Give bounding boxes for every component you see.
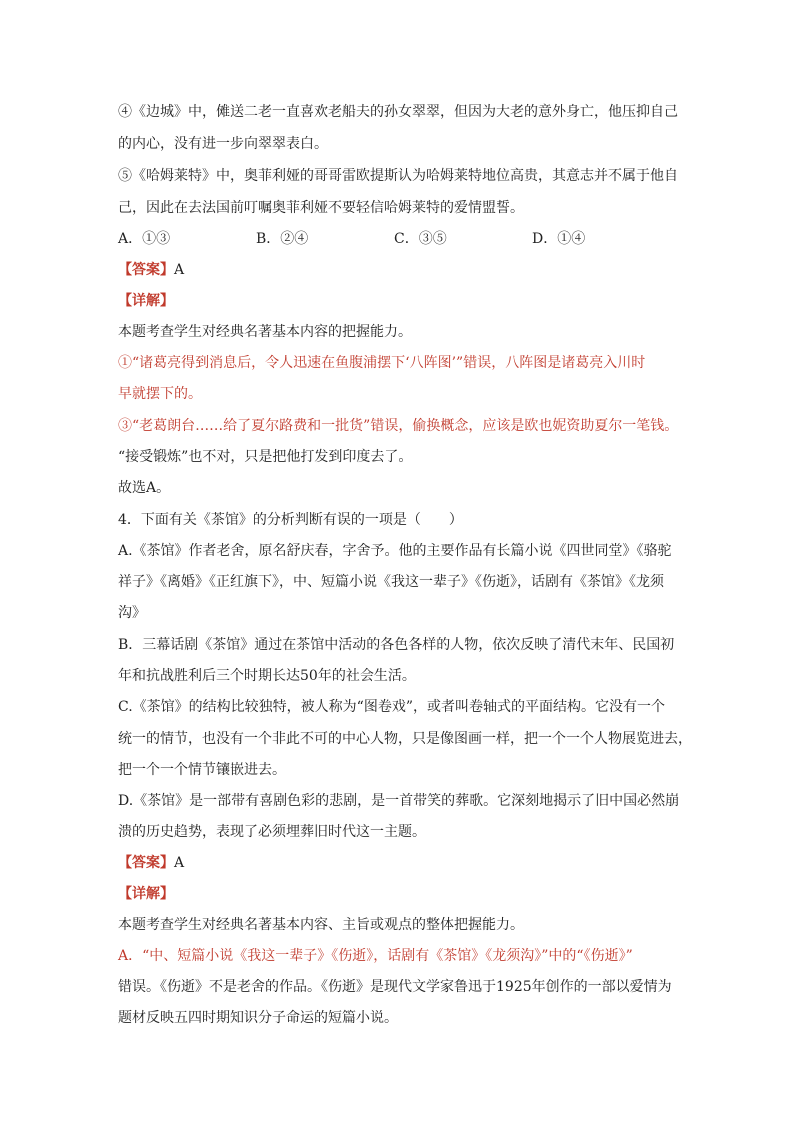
text-line: 统一的情节，也没有一个非此不可的中心人物，只是像图画一样，把一个一个人物展览进去， — [118, 731, 692, 747]
text-line: 故选A。 — [118, 480, 171, 496]
answer-line — [118, 260, 678, 280]
option-a: A．①③ — [118, 231, 171, 247]
text-line: ③“老葛朗台……给了夏尔路费和一批货”错误，偷换概念，应该是欧也妮资助夏尔一笔钱。 — [118, 418, 679, 434]
text-line: B．三幕话剧《茶馆》通过在茶馆中活动的各色各样的人物，依次反映了清代末年、民国初 — [118, 637, 675, 653]
text-line: 早就摆下的。 — [118, 386, 202, 402]
text-line: 错误。《伤逝》不是老舍的作品。《伤逝》是现代文学家鲁迅于1925年创作的一部以爱情为 — [118, 979, 672, 995]
text-line: 本题考查学生对经典名著基本内容、主旨或观点的整体把握能力。 — [118, 917, 524, 933]
text-line: 年和抗战胜利后三个时期长达50年的社会生活。 — [118, 668, 416, 684]
text-line: C.《茶馆》的结构比较独特，被人称为“图卷戏”，或者叫卷轴式的平面结构。它没有一个 — [118, 699, 665, 715]
text-line: 本题考查学生对经典名著基本内容的把握能力。 — [118, 324, 412, 340]
text-line: D.《茶馆》是一部带有喜剧色彩的悲剧，是一首带笑的葬歌。它深刻地揭示了旧中国必然崩 — [118, 793, 680, 809]
text-line: A．“中、短篇小说《我这一辈子》《伤逝》，话剧有《茶馆》《龙须沟》”中的“《伤逝》” — [118, 948, 633, 964]
text-line: ①“诸葛亮得到消息后，令人迅速在鱼腹浦摆下‘八阵图’”错误，八阵图是诸葛亮入川时 — [118, 355, 646, 371]
answer-value: A — [174, 262, 185, 278]
text-line: ④《边城》中，傩送二老一直喜欢老船夫的孙女翠翠，但因为大老的意外身亡，他压抑自己 — [118, 104, 678, 120]
option-d: D．①④ — [532, 231, 586, 247]
answer-value: A — [174, 855, 185, 871]
detail-label: 【详解】 — [118, 293, 174, 309]
option-c: C．③⑤ — [394, 231, 447, 247]
text-line: 的内心，没有进一步向翠翠表白。 — [118, 136, 328, 152]
option-b: B．②④ — [256, 231, 309, 247]
text-line: 沟》 — [118, 605, 146, 621]
text-line: 祥子》《离婚》《正红旗下》，中、短篇小说《我这一辈子》《伤逝》，话剧有《茶馆》《龙须 — [118, 574, 664, 590]
answer-label: 【答案】 — [118, 855, 174, 871]
answer-line — [118, 853, 678, 873]
text-line: 把一个一个情节镶嵌进去。 — [118, 762, 286, 778]
text-line: 题材反映五四时期知识分子命运的短篇小说。 — [118, 1010, 398, 1026]
detail-label: 【详解】 — [118, 886, 174, 902]
text-line: 溃的历史趋势，表现了必须埋葬旧时代这一主题。 — [118, 824, 426, 840]
text-line: “接受锻炼”也不对，只是把他打发到印度去了。 — [118, 449, 413, 465]
answer-label: 【答案】 — [118, 262, 174, 278]
text-line: A.《茶馆》作者老舍，原名舒庆春，字舍予。他的主要作品有长篇小说《四世同堂》《骆驼 — [118, 543, 672, 559]
text-line: 己，因此在去法国前叮嘱奥菲利娅不要轻信哈姆莱特的爱情盟誓。 — [118, 200, 524, 216]
text-line: ⑤《哈姆莱特》中，奥菲利娅的哥哥雷欧提斯认为哈姆莱特地位高贵，其意志并不属于他自 — [118, 168, 678, 184]
answer-options — [118, 229, 678, 249]
question-4: 4．下面有关《茶馆》的分析判断有误的一项是（ ） — [118, 512, 463, 528]
